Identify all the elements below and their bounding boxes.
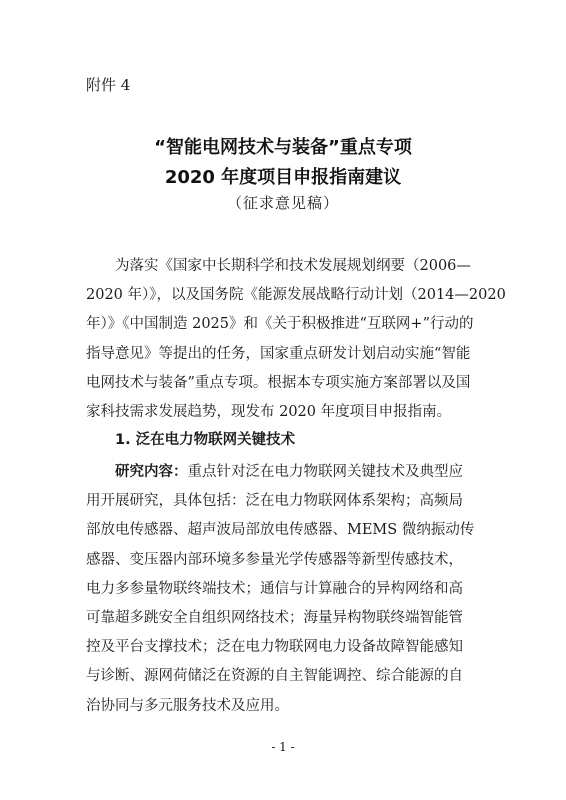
research-first-line: 重点针对泛在电力物联网关键技术及典型应	[187, 464, 463, 480]
paragraph-line: 为落实《国家中长期科学和技术发展规划纲要（2006—	[115, 258, 471, 274]
title-line-2: 2020 年度项目申报指南建议	[164, 167, 402, 188]
research-label: 研究内容：	[115, 464, 188, 480]
paragraph-line: 感器、变压器内部环境多参量光学传感器等新型传感技术，	[86, 551, 463, 568]
paragraph-line: 可靠超多跳安全自组织网络技术；海量异构物联终端智能管	[86, 609, 463, 626]
paragraph-line: 治协同与多元服务技术及应用。	[86, 697, 289, 714]
paragraph-line: 控及平台支撑技术；泛在电力物联网电力设备故障智能感知	[86, 639, 463, 656]
paragraph-line: 电力多参量物联终端技术；通信与计算融合的异构网络和高	[86, 580, 463, 597]
paragraph-line: 2020 年）》，以及国务院《能源发展战略行动计划（2014—2020	[86, 287, 506, 304]
paragraph-line: 家科技需求发展趋势，现发布 2020 年度项目申报指南。	[86, 403, 452, 420]
title-line-1: “智能电网技术与装备”重点专项	[154, 137, 412, 158]
subtitle: （征求意见稿）	[226, 194, 339, 212]
paragraph-line	[86, 458, 486, 487]
research-paragraph	[86, 458, 486, 721]
paragraph-line: 部放电传感器、超声波局部放电传感器、MEMS 微纳振动传	[86, 522, 475, 539]
paragraph-line: 指导意见》等提出的任务，国家重点研发计划启动实施“智能	[86, 345, 471, 362]
paragraph-line: 年）》《中国制造 2025》和《关于积极推进“互联网+”行动的	[86, 316, 474, 333]
page-number: - 1 -	[271, 740, 295, 754]
attachment-label: 附件 4	[86, 76, 131, 94]
intro-paragraph	[86, 252, 506, 427]
paragraph-line: 用开展研究，具体包括：泛在电力物联网体系架构；高频局	[86, 493, 463, 510]
paragraph-line: 与诊断、源网荷储泛在资源的自主智能调控、综合能源的自	[86, 668, 463, 685]
paragraph-line: 电网技术与装备”重点专项。根据本专项实施方案部署以及国	[86, 374, 471, 391]
section-heading: 1. 泛在电力物联网关键技术	[115, 432, 296, 448]
